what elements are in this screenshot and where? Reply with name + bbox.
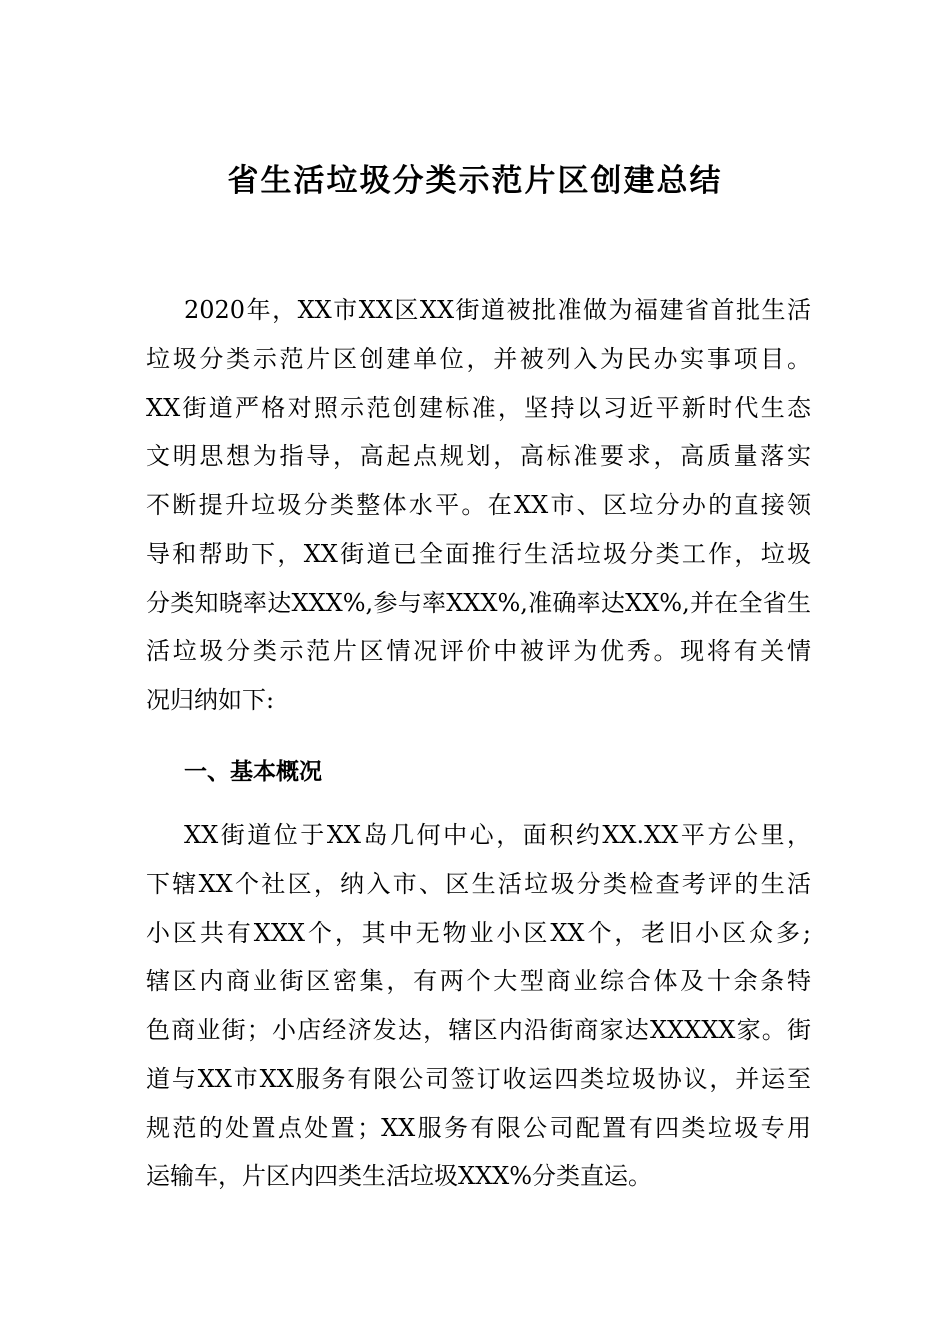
intro-paragraph [146,286,811,725]
paragraph-line: 色商业街；小店经济发达，辖区内沿街商家达XXXXX家。街 [146,1016,811,1044]
document-title: 省生活垃圾分类示范片区创建总结 [227,163,723,199]
paragraph-line: 垃圾分类示范片区创建单位，并被列入为民办实事项目。 [146,344,811,373]
paragraph-line: 文明思想为指导，高起点规划，高标准要求，高质量落实 [146,442,811,471]
paragraph-line: 规范的处置点处置；XX服务有限公司配置有四类垃圾专用 [146,1113,811,1142]
overview-paragraph [146,811,811,1201]
paragraph-line: XX街道严格对照示范创建标准，坚持以习近平新时代生态 [146,393,811,422]
paragraph-line: 运输车，片区内四类生活垃圾XXX%分类直运。 [146,1162,653,1191]
paragraph-line: 小区共有XXX个，其中无物业小区XX个，老旧小区众多; [146,918,811,947]
paragraph-line: 活垃圾分类示范片区情况评价中被评为优秀。现将有关情 [146,637,811,666]
paragraph-line: XX街道位于XX岛几何中心，面积约XX.XX平方公里， [184,821,811,849]
section-heading: 一、基本概况 [184,759,322,785]
paragraph-line: 不断提升垃圾分类整体水平。在XX市、区垃分办的直接领 [146,491,811,519]
paragraph-line: 道与XX市XX服务有限公司签订收运四类垃圾协议，并运至 [146,1064,811,1093]
paragraph-line: 辖区内商业街区密集，有两个大型商业综合体及十余条特 [146,967,811,996]
paragraph-line: 导和帮助下，XX街道已全面推行生活垃圾分类工作，垃圾 [146,539,811,568]
paragraph-line: 况归纳如下: [146,686,275,714]
paragraph-line: 分类知晓率达XXX%,参与率XXX%,准确率达XX%,并在全省生 [146,588,811,617]
paragraph-line: 下辖XX个社区，纳入市、区生活垃圾分类检查考评的生活 [146,869,811,898]
paragraph-line: 2020年，XX市XX区XX街道被批准做为福建省首批生活 [184,296,811,324]
